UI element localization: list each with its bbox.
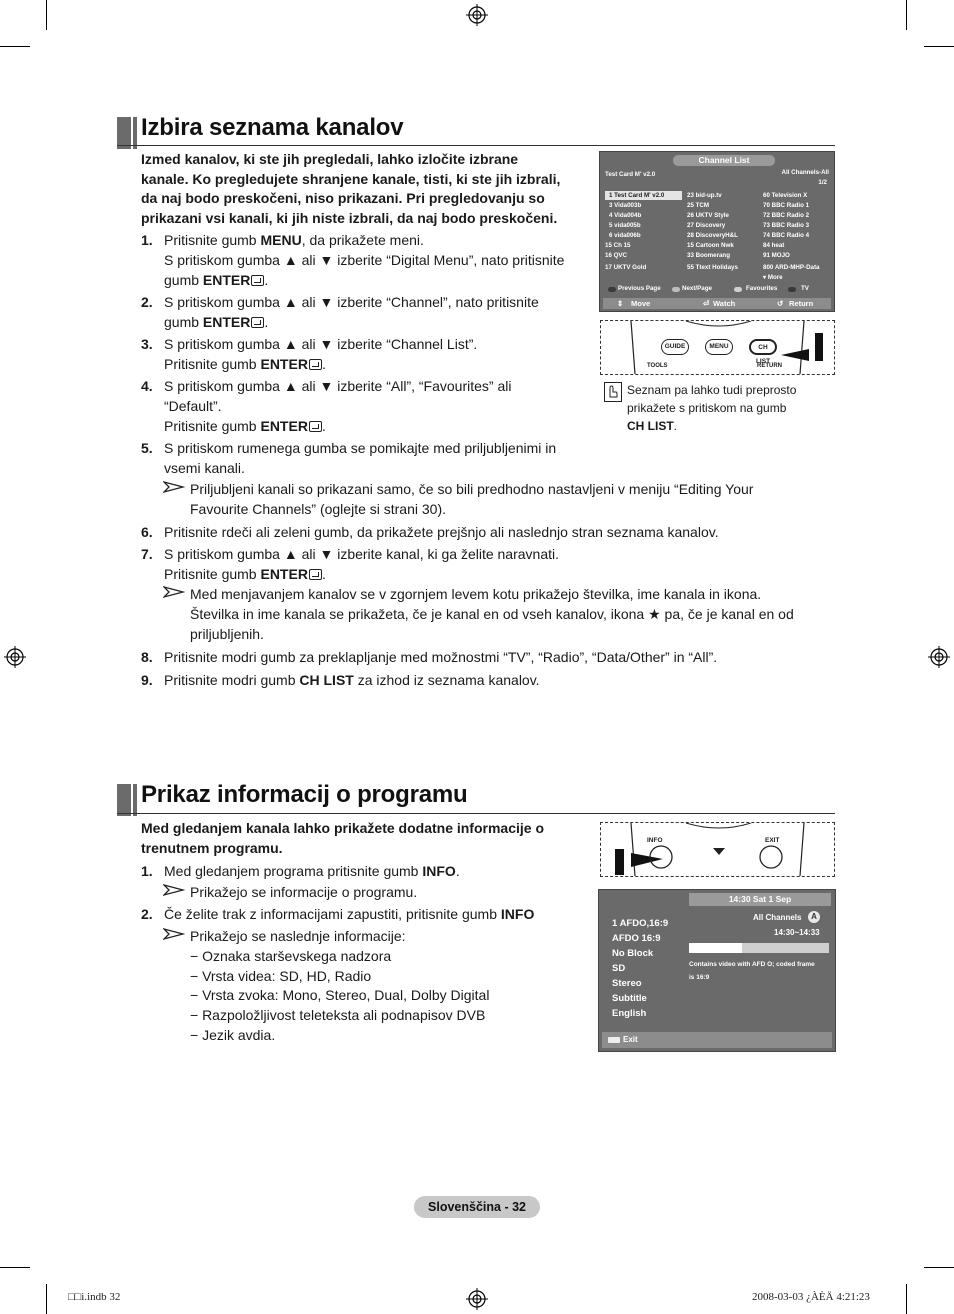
channel-item[interactable]: 74 BBC Radio 4 <box>763 232 810 239</box>
more-link[interactable]: ▾ More <box>763 274 783 281</box>
registration-mark-icon <box>466 1288 488 1310</box>
step-2: 2. S pritiskom gumba ▲ ali ▼ izberite “Channel”, nato pritisnite gumb ENTER . <box>141 294 539 330</box>
channel-item[interactable]: 73 BBC Radio 3 <box>763 222 810 229</box>
tools-label: TOOLS <box>647 363 668 369</box>
step-3: 3. S pritiskom gumba ▲ ali ▼ izberite “Channel List”. Pritisnite gumb ENTER . <box>141 336 478 372</box>
info-note-2: Prikažejo se naslednje informacije: − Oznaka starševskega nadzora − Vrsta videa: SD, HD, Radio − Vrsta zvoka: Mono, Stereo, Dual, Dolby Digital − Razpoložljivost teleteksta ali podnapisov DVB − Jezik avdia. <box>163 927 593 1047</box>
channel-item[interactable]: 17 UKTV Gold <box>605 264 647 271</box>
channel-item[interactable]: 4 Vida004b <box>609 212 642 219</box>
group-badge: A <box>808 911 820 923</box>
section-title: Prikaz informacij o programu <box>141 781 468 808</box>
all-channels-label: All Channels <box>753 913 802 922</box>
tip-hand-icon <box>604 382 622 402</box>
return-label: RETURN <box>757 363 782 369</box>
note-favourites: Priljubljeni kanali so prikazani samo, če so bili predhodno nastavljeni v meniju “Editing Your Favourite Channels” (oglejte si strani 30). <box>163 480 843 520</box>
print-slug-left: □□i.indb 32 <box>68 1291 121 1303</box>
channel-item[interactable]: 27 Discovery <box>687 222 726 229</box>
enter-icon: ⏎ <box>703 299 710 308</box>
progress-bar <box>689 943 829 953</box>
section-title: Izbira seznama kanalov <box>141 114 404 141</box>
red-button-icon <box>608 287 616 292</box>
registration-mark-icon <box>466 4 488 26</box>
channel-item[interactable]: 6 vida006b <box>609 232 641 239</box>
channel-item[interactable]: 91 MOJO <box>763 252 790 259</box>
channel-item[interactable]: 84 heat <box>763 242 785 249</box>
move-icon: ⇕ <box>617 299 624 308</box>
channel-item[interactable]: 23 bid-up.tv <box>687 192 722 199</box>
exit-button[interactable]: EXIT <box>765 837 780 844</box>
note-arrow-icon <box>163 928 185 940</box>
step-5: 5. S pritiskom rumenega gumba se pomikajte med priljubljenimi in vsemi kanali. <box>141 440 557 476</box>
channel-item[interactable]: 72 BBC Radio 2 <box>763 212 810 219</box>
enter-icon <box>309 569 322 580</box>
progress-fill <box>689 943 742 953</box>
info-step-1: 1. Med gledanjem programa pritisnite gumb INFO. <box>141 863 460 879</box>
channel-item[interactable]: 800 ARD-MHP-Data <box>763 264 820 271</box>
step-4: 4. S pritiskom gumba ▲ ali ▼ izberite “All”, “Favourites” ali “Default”. Pritisnite gumb ENTER . <box>141 378 512 434</box>
program-time: 14:30~14:33 <box>774 928 820 937</box>
channel-item[interactable]: 15 Cartoon Nwk <box>687 242 734 249</box>
note-channel-info: Med menjavanjem kanalov se v zgornjem levem kotu prikažejo številka, ime kanala in ikona. Številka in ime kanala se prikažeta, če je kanal en od vseh kanalov, ikona ★ pa, če je kanal en od priljubljenih. <box>163 585 843 645</box>
triangle-down-icon: ▾ <box>763 274 768 281</box>
tip-text: Seznam pa lahko tudi preprosto prikažete s pritiskom na gumb CH LIST. <box>627 383 797 433</box>
channel-list-screen: Channel List Test Card M' v2.0 All Channels-All 1/2 1 Test Card M' v2.0 3 Vida003b 4 Vida004b 5 vida005b 6 vida006b 15 Ch 15 16 QVC 17 UKTV Gold 23 bid-up.tv 25 TCM 26 UKTV Style 27 Discovery 28 DiscoveryH&L 15 Cartoon Nwk 33 Boomerang 55 Ttext Holidays 60 Television X 70 BBC Radio 1 72 BBC Radio 2 73 BBC Radio 3 74 BBC Radio 4 84 heat 91 MOJO 800 ARD-MHP-Data ▾ More Previous Page Next/Page Favourites TV ⇕ Move ⏎ Watch ↺ Return <box>599 151 835 312</box>
registration-mark-icon <box>4 646 26 668</box>
step-9: 9. Pritisnite modri gumb CH LIST za izhod iz seznama kanalov. <box>141 672 540 688</box>
enter-icon <box>251 317 264 328</box>
registration-mark-icon <box>928 646 950 668</box>
section-intro: Med gledanjem kanala lahko prikažete dodatne informacije o trenutnem programu. <box>141 820 544 856</box>
channel-item[interactable]: 16 QVC <box>605 252 628 259</box>
program-info-screen <box>598 889 836 1052</box>
menu-button[interactable]: MENU <box>705 339 733 355</box>
enter-icon <box>309 421 322 432</box>
channel-item[interactable]: 1 Test Card M' v2.0 <box>605 191 682 200</box>
note-arrow-icon <box>163 481 185 493</box>
remote-control-illustration <box>600 822 835 877</box>
exit-bar[interactable]: Exit <box>602 1032 832 1048</box>
channel-item[interactable]: 60 Television X <box>763 192 808 199</box>
guide-button[interactable]: GUIDE <box>661 339 689 355</box>
green-button-icon <box>672 287 680 292</box>
yellow-button-icon <box>734 287 742 292</box>
channel-item[interactable]: 28 DiscoveryH&L <box>687 232 738 239</box>
enter-icon <box>309 359 322 370</box>
section-intro: Izmed kanalov, ki ste jih pregledali, lahko izločite izbrane kanale. Ko pregledujete shranjene kanale, tisti, ki ste jih izbrali, da naj bodo preskočeni, niso prikazani. Pri pregledovanju so prikazani vsi kanali, ki jih niste izbrali, da naj bodo preskočeni. <box>141 151 561 226</box>
channel-item[interactable]: 15 Ch 15 <box>605 242 631 249</box>
step-8: 8. Pritisnite modri gumb za preklapljanje med možnostmi “TV”, “Radio”, “Data/Other” in “All”. <box>141 649 718 665</box>
info-button[interactable]: INFO <box>647 837 663 844</box>
step-7: 7. S pritiskom gumba ▲ ali ▼ izberite kanal, ki ga želite naravnati. Pritisnite gumb ENTER . <box>141 546 559 582</box>
program-description: Contains video with AFD O; coded frame is 16:9 <box>689 961 815 981</box>
exit-key-icon <box>608 1037 620 1043</box>
page-number: Slovenščina - 32 <box>414 1196 540 1218</box>
color-buttons-row: Previous Page Next/Page Favourites TV <box>608 285 828 295</box>
note-arrow-icon <box>163 884 185 896</box>
return-icon: ↺ <box>777 299 784 308</box>
step-1: 1. Pritisnite gumb MENU, da prikažete meni. S pritiskom gumba ▲ ali ▼ izberite “Digital Menu”, nato pritisnite gumb ENTER . <box>141 232 565 288</box>
channel-item[interactable]: 26 UKTV Style <box>687 212 729 219</box>
nav-bar: ⇕ Move ⏎ Watch ↺ Return <box>603 298 831 309</box>
channel-list-title: Channel List <box>673 155 775 166</box>
enter-icon <box>251 275 264 286</box>
note-arrow-icon <box>163 586 185 598</box>
ch-list-button[interactable]: CH LIST <box>749 339 777 355</box>
blue-button-icon <box>788 287 796 292</box>
info-step-2: 2. Če želite trak z informacijami zapustiti, pritisnite gumb INFO <box>141 906 535 922</box>
print-slug-right: 2008-03-03 ¿ÀÈÄ 4:21:23 <box>752 1291 870 1303</box>
info-note-1: Prikažejo se informacije o programu. <box>163 883 593 903</box>
channel-item[interactable]: 70 BBC Radio 1 <box>763 202 810 209</box>
step-6: 6. Pritisnite rdeči ali zeleni gumb, da prikažete prejšnjo ali naslednjo stran seznama kanalov. <box>141 524 719 540</box>
channel-item[interactable]: 25 TCM <box>687 202 710 209</box>
channel-item[interactable]: 33 Boomerang <box>687 252 730 259</box>
remote-control-illustration <box>600 320 835 375</box>
clock-tab: 14:30 Sat 1 Sep <box>689 893 831 906</box>
channel-item[interactable]: 3 Vida003b <box>609 202 642 209</box>
channel-item[interactable]: 55 Ttext Holidays <box>687 264 738 271</box>
channel-item[interactable]: 5 vida005b <box>609 222 641 229</box>
remote-body-icon <box>601 823 834 876</box>
info-lines: 1 AFDO,16:9 AFDO 16:9 No Block SD Stereo Subtitle English <box>612 918 669 1019</box>
